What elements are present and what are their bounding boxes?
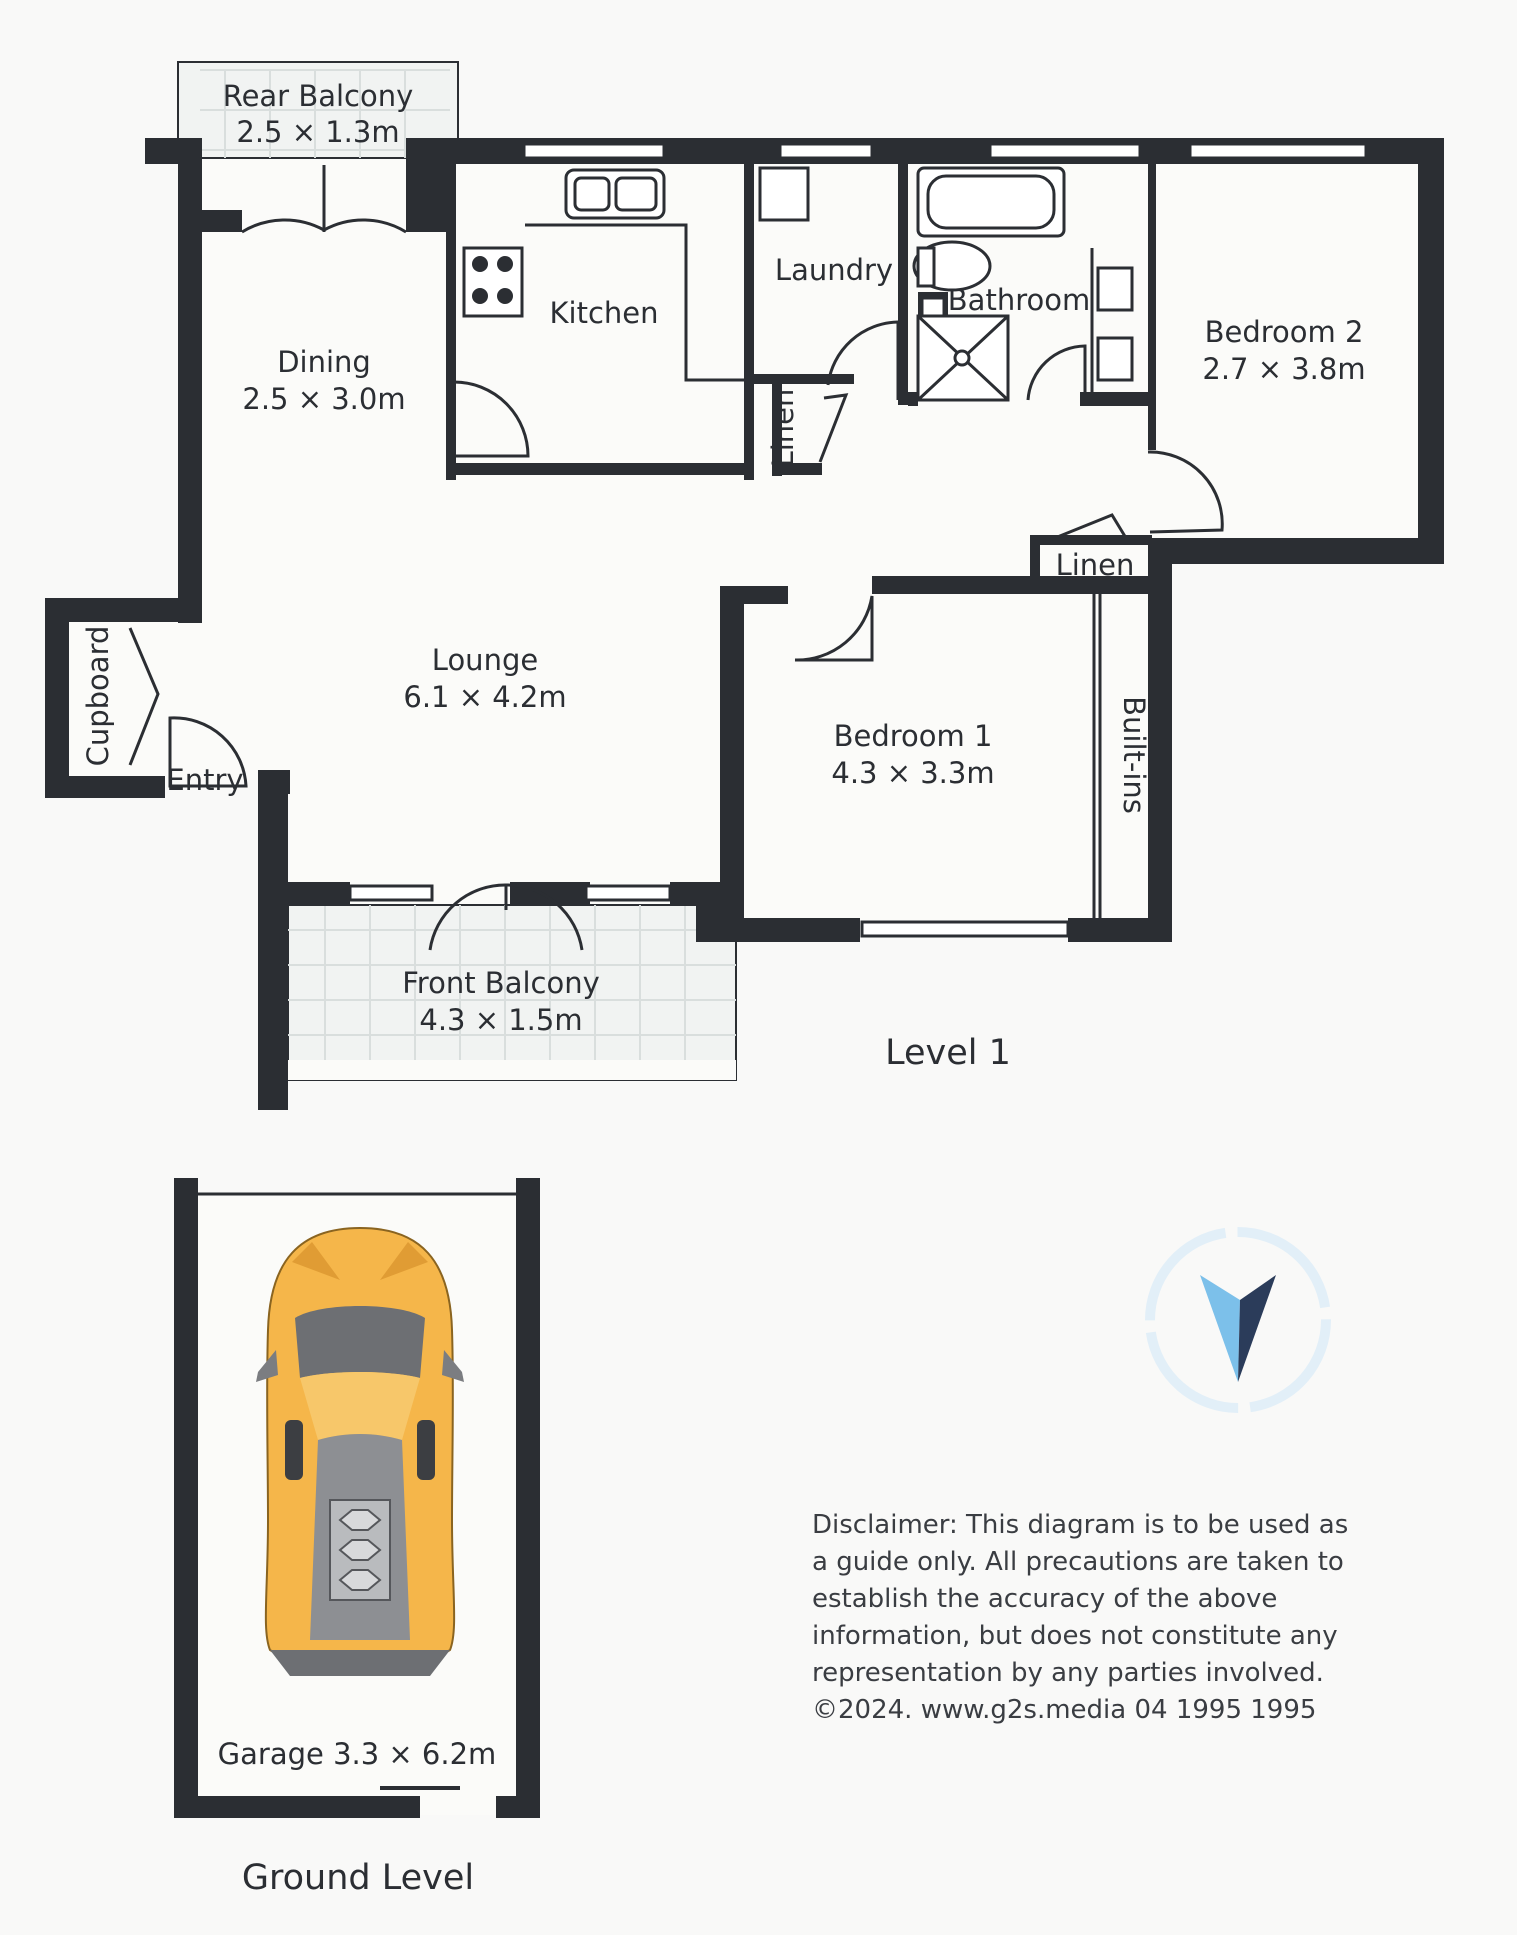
builtins-label: Built-ins — [1117, 696, 1151, 814]
linen-label-b: Linen — [1055, 548, 1135, 582]
level1-title: Level 1 — [885, 1033, 1011, 1073]
dining-label: Dining — [277, 345, 371, 379]
disclaimer-line-5: representation by any parties involved. — [812, 1658, 1324, 1688]
bedroom1-label: Bedroom 1 — [833, 719, 993, 753]
disclaimer-line-1: Disclaimer: This diagram is to be used as — [812, 1510, 1349, 1540]
bedroom2-size: 2.7 × 3.8m — [1202, 352, 1366, 386]
garage-label: Garage 3.3 × 6.2m — [217, 1737, 497, 1771]
bedroom1-size: 4.3 × 3.3m — [831, 756, 995, 790]
rear-balcony-label: Rear Balcony — [222, 79, 414, 113]
disclaimer-line-6: ©2024. www.g2s.media 04 1995 1995 — [812, 1695, 1317, 1725]
vanity-basin-icon — [1098, 268, 1132, 310]
cooktop-icon — [464, 248, 522, 316]
disclaimer — [812, 1510, 1348, 1725]
north-arrow-icon — [1150, 1232, 1326, 1408]
lounge-label: Lounge — [431, 643, 539, 677]
lounge-size: 6.1 × 4.2m — [403, 680, 567, 714]
car-icon — [256, 1228, 464, 1676]
cupboard-label: Cupboard — [81, 625, 115, 767]
front-balcony-label: Front Balcony — [402, 966, 600, 1000]
kitchen-label: Kitchen — [549, 296, 659, 330]
entry-label: Entry — [166, 763, 244, 797]
linen-label-a: Linen — [766, 388, 800, 468]
disclaimer-line-4: information, but does not constitute any — [812, 1621, 1338, 1651]
ground-level-title: Ground Level — [241, 1858, 475, 1898]
disclaimer-line-2: a guide only. All precautions are taken to — [812, 1547, 1344, 1577]
dining-size: 2.5 × 3.0m — [242, 382, 406, 416]
disclaimer-line-3: establish the accuracy of the above — [812, 1584, 1278, 1614]
bedroom2-label: Bedroom 2 — [1204, 315, 1364, 349]
bathroom-label: Bathroom — [947, 283, 1091, 317]
rear-balcony-size: 2.5 × 1.3m — [236, 115, 400, 149]
laundry-label: Laundry — [774, 253, 894, 287]
front-balcony-size: 4.3 × 1.5m — [419, 1003, 583, 1037]
laundry-tub-icon — [760, 168, 808, 220]
